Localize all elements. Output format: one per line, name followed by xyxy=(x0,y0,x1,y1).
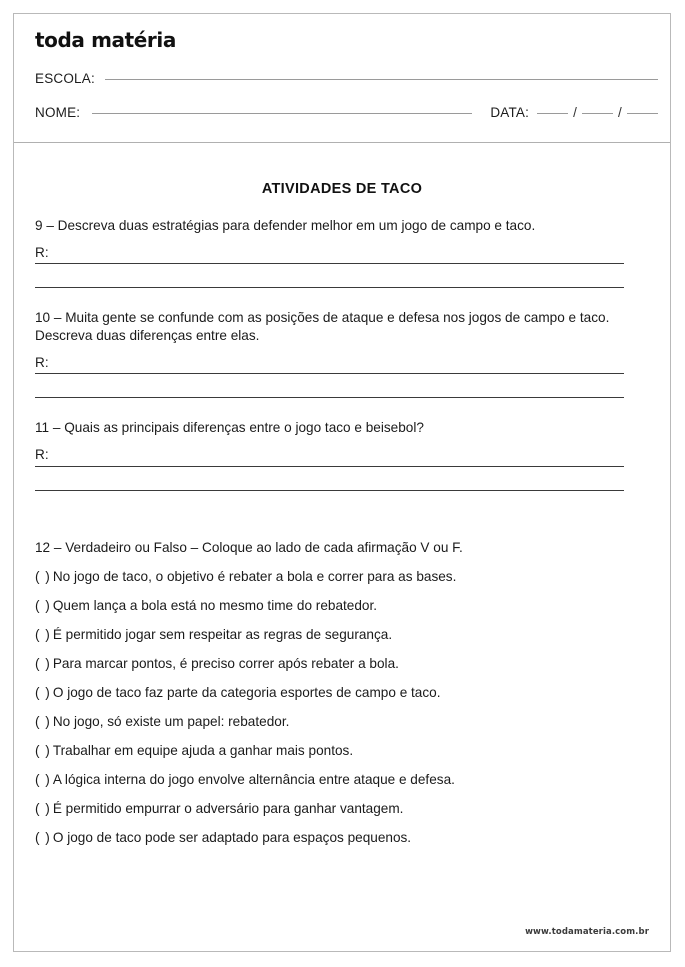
true-false-item[interactable] xyxy=(35,597,649,615)
question-block xyxy=(35,309,649,398)
answer-lines xyxy=(35,263,649,288)
true-false-item[interactable] xyxy=(35,829,649,847)
worksheet-header xyxy=(14,14,670,143)
date-day-input[interactable] xyxy=(537,113,568,114)
true-false-item-label: Quem lança a bola está no mesmo time do rebatedor. xyxy=(52,597,378,613)
true-false-item-label: Trabalhar em equipe ajuda a ganhar mais pontos. xyxy=(52,743,354,759)
true-false-checkbox[interactable]: ( ) xyxy=(35,772,51,788)
true-false-checkbox[interactable]: ( ) xyxy=(35,743,51,759)
true-false-checkbox[interactable]: ( ) xyxy=(35,626,51,642)
question-block xyxy=(35,419,649,490)
true-false-item[interactable] xyxy=(35,771,649,789)
true-false-item-label: O jogo de taco faz parte da categoria esportes de campo e taco. xyxy=(52,684,441,700)
true-false-item-label: A lógica interna do jogo envolve alternância entre ataque e defesa. xyxy=(52,772,455,788)
question-text: 10 – Muita gente se confunde com as posições de ataque e defesa nos jogos de campo e taco. Descreva duas diferenças entre elas. xyxy=(35,310,610,344)
answer-label: R: xyxy=(35,447,49,463)
true-false-item[interactable] xyxy=(35,626,649,644)
true-false-item-label: É permitido jogar sem respeitar as regras de segurança. xyxy=(52,626,393,642)
true-false-item-label: No jogo, só existe um papel: rebatedor. xyxy=(52,714,290,730)
date-year-input[interactable] xyxy=(627,113,658,114)
brand-logo: toda matéria xyxy=(35,28,176,52)
name-field-input[interactable] xyxy=(92,113,472,114)
true-false-block xyxy=(35,539,649,848)
worksheet-page xyxy=(13,13,671,952)
answer-line[interactable] xyxy=(35,466,624,467)
true-false-item[interactable] xyxy=(35,713,649,731)
true-false-item[interactable] xyxy=(35,800,649,818)
true-false-checkbox[interactable]: ( ) xyxy=(35,714,51,730)
true-false-item[interactable] xyxy=(35,568,649,586)
footer-website[interactable]: www.todamateria.com.br xyxy=(525,927,649,937)
date-separator-2: / xyxy=(618,105,622,120)
answer-label: R: xyxy=(35,355,49,371)
true-false-item[interactable] xyxy=(35,684,649,702)
answer-line[interactable] xyxy=(35,397,624,398)
question-block xyxy=(35,217,649,288)
question-text: 11 – Quais as principais diferenças entre o jogo taco e beisebol? xyxy=(35,420,424,436)
answer-line[interactable] xyxy=(35,263,624,264)
answer-line[interactable] xyxy=(35,287,624,288)
true-false-item-label: O jogo de taco pode ser adaptado para espaços pequenos. xyxy=(52,830,412,846)
true-false-checkbox[interactable]: ( ) xyxy=(35,655,51,671)
true-false-item[interactable] xyxy=(35,742,649,760)
date-field-label: DATA: xyxy=(490,105,530,120)
question-text: 9 – Descreva duas estratégias para defender melhor em um jogo de campo e taco. xyxy=(35,218,536,233)
true-false-checkbox[interactable]: ( ) xyxy=(35,801,51,817)
answer-lines xyxy=(35,466,649,491)
true-false-item-label: Para marcar pontos, é preciso correr após rebater a bola. xyxy=(52,655,399,671)
name-date-field-row xyxy=(35,105,658,120)
date-separator-1: / xyxy=(573,105,578,120)
worksheet-body xyxy=(14,181,670,847)
answer-line[interactable] xyxy=(35,490,624,491)
true-false-checkbox[interactable]: ( ) xyxy=(35,597,51,613)
page-title: ATIVIDADES DE TACO xyxy=(261,181,423,197)
answer-lines xyxy=(35,373,649,398)
true-false-checkbox[interactable]: ( ) xyxy=(35,568,51,584)
name-field-label: NOME: xyxy=(35,105,81,120)
school-field-label: ESCOLA: xyxy=(35,71,95,86)
date-month-input[interactable] xyxy=(582,113,613,114)
true-false-item[interactable] xyxy=(35,655,649,673)
date-field-group xyxy=(490,105,658,120)
answer-line[interactable] xyxy=(35,373,624,374)
true-false-prompt: 12 – Verdadeiro ou Falso – Coloque ao lado de cada afirmação V ou F. xyxy=(35,539,463,555)
answer-label: R: xyxy=(35,245,49,261)
true-false-checkbox[interactable]: ( ) xyxy=(35,684,51,700)
school-field-input[interactable] xyxy=(105,79,658,80)
true-false-checkbox[interactable]: ( ) xyxy=(35,830,51,846)
true-false-list xyxy=(35,568,649,848)
school-field-row xyxy=(35,71,658,86)
true-false-item-label: No jogo de taco, o objetivo é rebater a bola e correr para as bases. xyxy=(52,568,457,584)
true-false-item-label: É permitido empurrar o adversário para ganhar vantagem. xyxy=(52,801,404,817)
